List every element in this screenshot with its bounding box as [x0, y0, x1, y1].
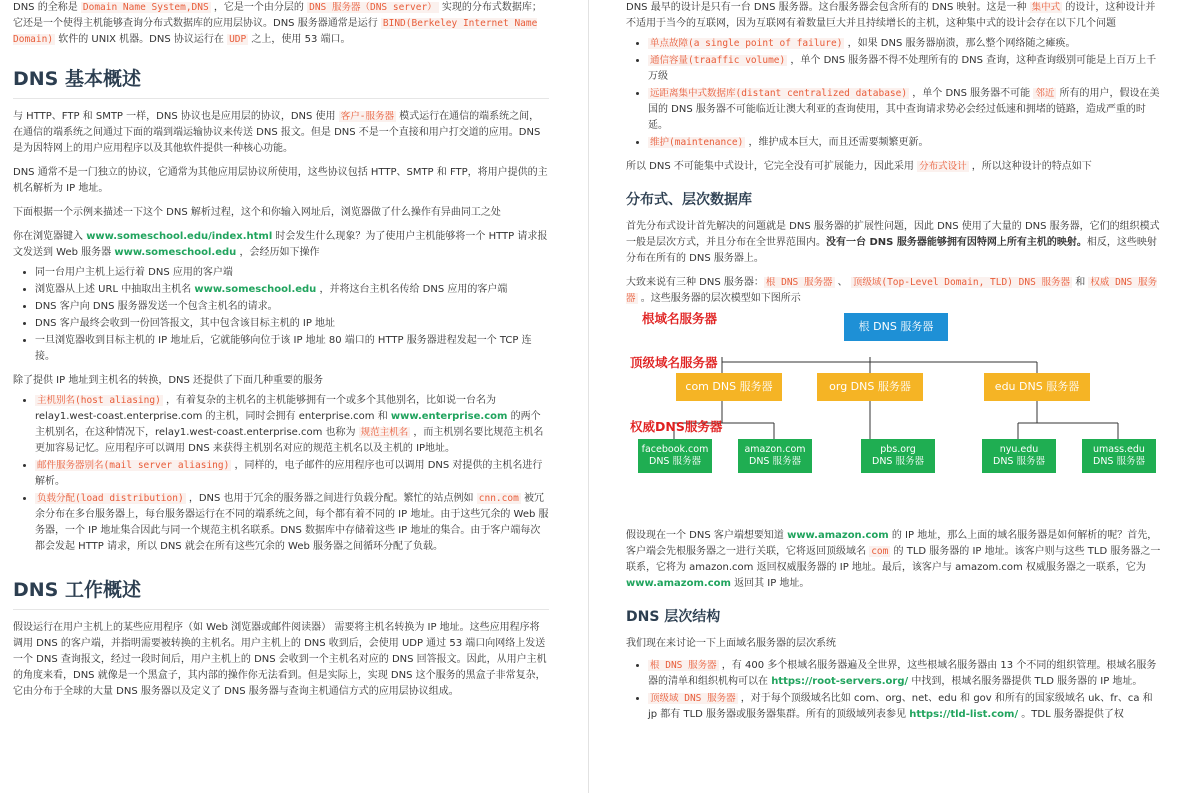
code-tld-dns: 顶级域(Top-Level Domain, TLD) DNS 服务器	[852, 277, 1071, 288]
code-centralized: 集中式	[1031, 2, 1061, 13]
list-item: • 浏览器从上述 URL 中抽取出主机名 www.someschool.edu ，并将这台主机名传给 DNS 应用的客户端	[35, 282, 549, 298]
code-load-distribution: 负载分配(load distribution)	[37, 493, 184, 504]
column-divider	[588, 0, 589, 793]
central-paragraph: DNS 最早的设计是只有一台 DNS 服务器。这台服务器会包含所有的 DNS 映射。这是一种 集中式 的设计，这种设计并不适用于当今的互联网，因为互联网有着数量巨大并且持续增长的主机，这种集中式的设计会存在以下几个问题	[626, 2, 1156, 29]
level-label-tld: 顶级域名服务器	[630, 355, 718, 370]
amazon-paragraph: 假设现在一个 DNS 客户端想要知道 www.amazon.com 的 IP 地址，那么上面的域名服务器是如何解析的呢？首先，客户端会先根服务器之一进行关联，它将返回顶级域名 com 的 TLD 服务器的 IP 地址。该客户则与这些 TLD 服务器之一联系，它将为 amazon.com 返回权威服务器的 IP 地址。最后，该客户与 amazom.com 权威服务器之一联系，它为 www.amazom.com 返回其 IP 地址。	[626, 530, 1161, 589]
code-auth-dns: 权威 DNS 服务器	[626, 277, 1157, 304]
link-enterprise[interactable]: www.enterprise.com	[390, 411, 508, 422]
code-root-dns-server: 根 DNS 服务器	[650, 660, 717, 671]
auth-node-amazon: amazon.com DNS 服务器	[738, 439, 812, 473]
three-types-paragraph: 大致来说有三种 DNS 服务器： 根 DNS 服务器 、 顶级域(Top-Level Domain, TLD) DNS 服务器 和 权威 DNS 服务器 。这些服务器的层次模型如下图所示	[626, 277, 1157, 304]
list-item: • 邮件服务器别名(mail server aliasing) ，同样的，电子邮件的应用程序也可以调用 DNS 对提供的主机名进行解析。	[35, 458, 549, 490]
code-root-dns: 根 DNS 服务器	[765, 277, 833, 288]
other-protocols-paragraph: DNS 通常不是一门独立的协议，它通常为其他应用层协议所使用，这些协议包括 HTTP、SMTP 和 FTP，将用户提供的主机名解析为 IP 地址。	[13, 167, 548, 194]
list-item: • 远距离集中式数据库(distant centralized database) ，单个 DNS 服务器不可能 邻近 所有的用户，假设在美国的 DNS 服务器不可能临近让澳大利亚的查询使用，其中查询请求势必会经过低速和拥堵的链路，造成严重的时延。	[648, 86, 1162, 134]
browser-paragraph: 你在浏览器键入 www.someschool.edu/index.html 时会发生什么现象？为了使用户主机能够将一个 HTTP 请求报文发送到 Web 服务器 www.someschool.edu ，会经历如下操作	[13, 231, 548, 258]
dns-hierarchy-diagram	[626, 313, 1162, 518]
list-item: • 根 DNS 服务器 ，有 400 多个根域名服务器遍及全世界，这些根域名服务器由 13 个不同的组织管理。根域名服务器的清单和组织机构可以在 https://root-servers.org/ 中找到，根域名服务器提供 TLD 服务器的 IP 地址。	[648, 658, 1162, 690]
http-paragraph: 与 HTTP、FTP 和 SMTP 一样，DNS 协议也是应用层的协议，DNS 使用 客户-服务器 模式运行在通信的端系统之间，在通信的端系统之间通过下面的端到端运输协议来传送 DNS 报文。但是 DNS 不是一个直接和用户打交道的应用。DNS 是为因特网上的用户应用程序以及其他软件提供一种核心功能。	[13, 111, 541, 154]
tld-node-org: org DNS 服务器	[817, 373, 923, 401]
list-item: • DNS 客户向 DNS 服务器发送一个包含主机名的请求。	[35, 299, 549, 315]
list-item: • 主机别名(host aliasing) ，有着复杂的主机名的主机能够拥有一个或多个其他别名，比如说一台名为 relay1.west-coast.enterprise.com 的主机，同时会拥有 enterprise.com 和 www.enterprise.com 的两个主机别名，在这种情况下，relay1.west-coast.enterprise.com 也称为 规范主机名 ，而主机别名要比规范主机名更加容易记忆。应用程序可以调用 DNS 来获得主机别名对应的规范主机名以及主机的 IP地址。	[35, 393, 549, 457]
problems-list	[626, 36, 1162, 151]
level-label-auth: 权威DNS服务器	[630, 419, 723, 434]
example-paragraph: 下面根据一个示例来描述一下这个 DNS 解析过程，这个和你输入网址后，浏览器做了什么操作有异曲同工之处	[13, 207, 501, 218]
code-maintenance: 维护(maintenance)	[650, 137, 744, 148]
code-dns-server: DNS 服务器（DNS server）	[309, 2, 437, 13]
code-udp: UDP	[229, 34, 247, 45]
auth-node-umass: umass.edu DNS 服务器	[1082, 439, 1156, 473]
code-host-aliasing: 主机别名(host aliasing)	[37, 395, 161, 406]
code-mail-aliasing: 邮件服务器别名(mail server aliasing)	[37, 460, 230, 471]
services-list	[13, 393, 549, 555]
list-item: • 同一台用户主机上运行着 DNS 应用的客户端	[35, 265, 549, 281]
code-traffic-volume: 通信容量(traaffic volume)	[650, 55, 786, 66]
tld-node-com: com DNS 服务器	[676, 373, 782, 401]
auth-node-pbs: pbs.org DNS 服务器	[861, 439, 935, 473]
scale-paragraph: 首先分布式设计首先解决的问题就是 DNS 服务器的扩展性问题，因此 DNS 使用了大量的 DNS 服务器，它们的组织模式一般是层次方式，并且分布在全世界范围内。没有一台 DNS 服务器能够拥有因特网上所有主机的映射。相反，这些映射分布在所有的 DNS 服务器上。	[626, 221, 1160, 264]
code-com: com	[871, 546, 889, 557]
diagram-connectors	[626, 313, 1162, 518]
list-item: • 维护(maintenance) ，维护成本巨大，而且还需要频繁更新。	[648, 135, 1162, 151]
auth-node-nyu: nyu.edu DNS 服务器	[982, 439, 1056, 473]
heading-distributed-db: 分布式、层次数据库	[626, 192, 752, 208]
heading-dns-overview: DNS 基本概述	[13, 66, 549, 99]
tld-node-edu: edu DNS 服务器	[984, 373, 1090, 401]
code-dns-fullname: Domain Name System,DNS	[82, 2, 209, 13]
code-nearby: 邻近	[1035, 88, 1055, 99]
code-single-point: 单点故障(a single point of failure)	[650, 38, 843, 49]
list-item: • 负载分配(load distribution) ，DNS 也用于冗余的服务器之间进行负载分配。繁忙的站点例如 cnn.com 被冗余分布在多台服务器上，每台服务器运行在不同的端系统之间，每个都有着不同的 IP 地址。由于这些冗余的 Web 服务器，一个 IP 地址集合因此与同一个规范主机名联系。DNS 数据库中存储着这些 IP 地址的集合。由于客户端每次都会发起 HTTP 请求，所以 DNS 就会在所有这些冗余的 Web 服务器之间循环分配了负载。	[35, 491, 549, 555]
left-column	[13, 0, 549, 793]
link-someschool[interactable]: www.someschool.edu	[194, 284, 317, 295]
list-item: • 通信容量(traaffic volume) ，单个 DNS 服务器不得不处理所有的 DNS 查询，这种查询级别可能是上百万上千万级	[648, 53, 1162, 85]
link-root-servers[interactable]: https://root-servers.org/	[771, 676, 909, 687]
link-someschool[interactable]: www.someschool.edu	[114, 247, 237, 258]
list-item: • DNS 客户最终会收到一份回答报文，其中包含该目标主机的 IP 地址	[35, 316, 549, 332]
root-dns-node: 根 DNS 服务器	[844, 313, 948, 341]
list-item: • 顶级域 DNS 服务器 ，对于每个顶级域名比如 com、org、net、edu 和 gov 和所有的国家级域名 uk、fr、ca 和 jp 都有 TLD 服务器或服务器集群。所有的顶级域列表参见 https://tld-list.com/ 。TDL 服务器提供了权	[648, 691, 1162, 723]
code-distant-db: 远距离集中式数据库(distant centralized database)	[650, 88, 908, 99]
link-amazon[interactable]: www.amazon.com	[787, 530, 889, 541]
link-someschool-index[interactable]: www.someschool.edu/index.html	[86, 231, 273, 242]
right-column	[626, 0, 1162, 793]
intro-paragraph: DNS 的全称是 Domain Name System,DNS ，它是一个由分层的 DNS 服务器（DNS server） 实现的分布式数据库；它还是一个使得主机能够查询分布式数据库的应用层协议。DNS 服务器通常是运行 BIND(Berkeley Internet Name Domain) 软件的 UNIX 机器。DNS 协议运行在 UDP 之上，使用 53 端口。	[13, 2, 542, 45]
list-item: • 一旦浏览器收到目标主机的 IP 地址后，它就能够向位于该 IP 地址 80 端口的 HTTP 服务器进程发起一个 TCP 连接。	[35, 333, 549, 365]
code-cnn: cnn.com	[478, 493, 519, 504]
link-amazom[interactable]: www.amazom.com	[626, 578, 731, 589]
code-distributed-design: 分布式设计	[919, 161, 967, 172]
code-bind: BIND(Berkeley Internet Name Domain)	[13, 18, 538, 45]
heading-dns-work: DNS 工作概述	[13, 577, 549, 610]
resolution-steps-list	[13, 265, 549, 365]
hierarchy-list	[626, 658, 1162, 723]
link-tld-list[interactable]: https://tld-list.com/	[909, 709, 1019, 720]
work-paragraph: 假设运行在用户主机上的某些应用程序（如 Web 浏览器或邮件阅读器） 需要将主机名转换为 IP 地址。这些应用程序将调用 DNS 的客户端，并指明需要被转换的主机名。用户主机上的 DNS 收到后，会使用 UDP 通过 53 端口向网络上发送一个 DNS 查询报文，经过一段时间后，用户主机上的 DNS 会收到一个主机名对应的 DNS 回答报文。因此，从用户主机的角度来看，DNS 就像是一个黑盒子，其内部的操作你无法看到。但是实际上，实现 DNS 这个服务的黑盒子非常复杂，它由分布于全球的大量 DNS 服务器以及定义了 DNS 服务器与查询主机通信方式的应用层协议组成。	[13, 622, 547, 697]
level-label-root: 根域名服务器	[642, 311, 718, 326]
services-paragraph: 除了提供 IP 地址到主机名的转换，DNS 还提供了下面几种重要的服务	[13, 375, 324, 386]
code-tld-dns-server: 顶级域 DNS 服务器	[650, 693, 736, 704]
conclude-paragraph: 所以 DNS 不可能集中式设计，它完全没有可扩展能力，因此采用 分布式设计 ，所以这种设计的特点如下	[626, 161, 1092, 172]
auth-node-facebook: facebook.com DNS 服务器	[638, 439, 712, 473]
code-client-server: 客户-服务器	[340, 111, 394, 122]
heading-dns-hierarchy: DNS 层次结构	[626, 609, 721, 625]
code-canonical-hostname: 规范主机名	[360, 427, 409, 438]
list-item: • 单点故障(a single point of failure) ，如果 DNS 服务器崩溃，那么整个网络随之瘫痪。	[648, 36, 1162, 52]
hierarchy-intro: 我们现在来讨论一下上面域名服务器的层次系统	[626, 638, 836, 649]
